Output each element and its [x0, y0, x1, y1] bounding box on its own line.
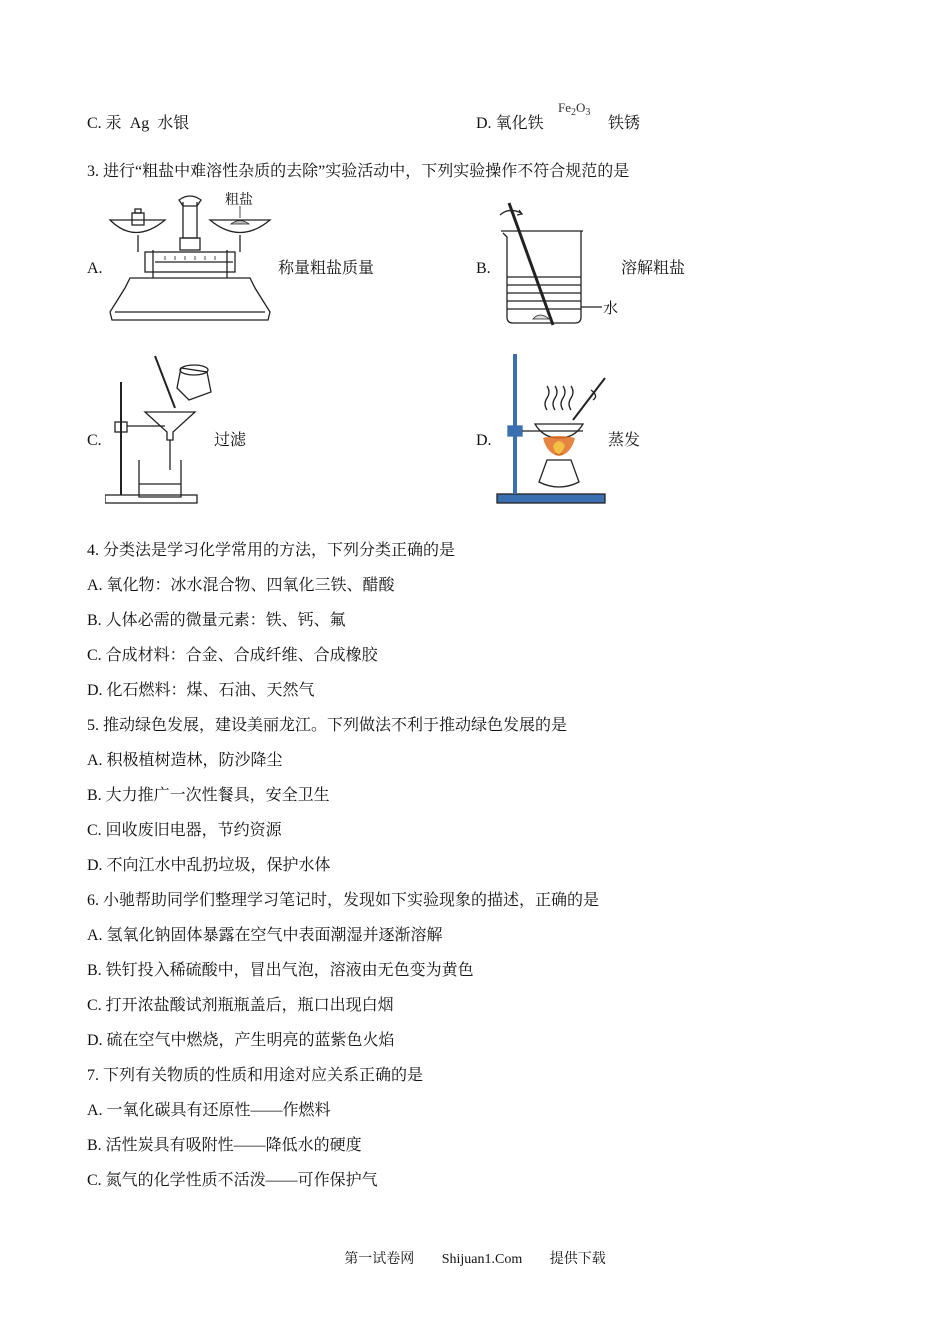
filtration-figure: [105, 352, 217, 507]
common-name: 铁锈: [608, 115, 641, 132]
q4-option-a: A. 氧化物：冰水混合物、四氧化三铁、醋酸: [87, 577, 395, 594]
footer-domain: Shijuan1.Com: [441, 1252, 523, 1267]
footer-action: 提供下载: [549, 1252, 606, 1267]
q5-option-a: A. 积极植树造林，防沙降尘: [87, 752, 283, 769]
q7-option-c: C. 氮气的化学性质不活泼——可作保护气: [87, 1172, 378, 1189]
q2-option-d: [476, 114, 544, 134]
question-6-stem: 6. 小驰帮助同学们整理学习笔记时，发现如下实验现象的描述，正确的是: [87, 892, 600, 909]
question-5-stem: 5. 推动绿色发展，建设美丽龙江。下列做法不利于推动绿色发展的是: [87, 717, 568, 734]
question-7-stem: 7. 下列有关物质的性质和用途对应关系正确的是: [87, 1067, 424, 1084]
q3-option-c-label: C.: [87, 432, 102, 449]
evaporation-figure: [495, 350, 610, 508]
q4-option-b: B. 人体必需的微量元素：铁、钙、氟: [87, 612, 346, 629]
q5-option-c: C. 回收废旧电器，节约资源: [87, 822, 282, 839]
footer-site-name: 第一试卷网: [344, 1252, 415, 1267]
q6-option-c: C. 打开浓盐酸试剂瓶瓶盖后，瓶口出现白烟: [87, 997, 394, 1014]
chemical-formula: Ag: [129, 115, 150, 132]
q4-option-c: C. 合成材料：合金、合成纤维、合成橡胶: [87, 647, 378, 664]
dissolving-beaker-figure: [495, 197, 625, 327]
page-footer: [0, 1248, 950, 1268]
water-label: 水: [603, 301, 619, 317]
common-name: 水银: [157, 115, 190, 132]
q3-option-c-text: 过滤: [214, 432, 247, 449]
substance-name: 汞: [105, 115, 122, 132]
q6-option-b: B. 铁钉投入稀硫酸中，冒出气泡，溶液由无色变为黄色: [87, 962, 474, 979]
question-3-stem: 3. 进行“粗盐中难溶性杂质的去除”实验活动中，下列实验操作不符合规范的是: [87, 163, 630, 180]
substance-name: 氧化铁: [495, 115, 544, 132]
q3-option-d-label: D.: [476, 432, 492, 449]
balance-scale-figure: [105, 190, 275, 325]
q3-option-a-label: A.: [87, 260, 103, 277]
q4-option-d: D. 化石燃料：煤、石油、天然气: [87, 682, 315, 699]
chemical-formula: $Fe_2O_3$: [558, 100, 591, 118]
question-4-stem: 4. 分类法是学习化学常用的方法，下列分类正确的是: [87, 542, 456, 559]
q3-option-d-text: 蒸发: [608, 432, 641, 449]
option-label: D.: [476, 115, 492, 132]
option-label: C.: [87, 115, 102, 132]
q3-option-b-label: B.: [476, 260, 491, 277]
q3-option-a-text: 称量粗盐质量: [278, 260, 375, 277]
q3-option-b-text: 溶解粗盐: [621, 260, 686, 277]
q6-option-a: A. 氢氧化钠固体暴露在空气中表面潮湿并逐渐溶解: [87, 927, 443, 944]
crude-salt-label: 粗盐: [225, 193, 253, 208]
q5-option-b: B. 大力推广一次性餐具，安全卫生: [87, 787, 330, 804]
q6-option-d: D. 硫在空气中燃烧，产生明亮的蓝紫色火焰: [87, 1032, 395, 1049]
q2-option-c: [87, 114, 189, 134]
q7-option-b: B. 活性炭具有吸附性——降低水的硬度: [87, 1137, 362, 1154]
q5-option-d: D. 不向江水中乱扔垃圾，保护水体: [87, 857, 331, 874]
q7-option-a: A. 一氧化碳具有还原性——作燃料: [87, 1102, 331, 1119]
